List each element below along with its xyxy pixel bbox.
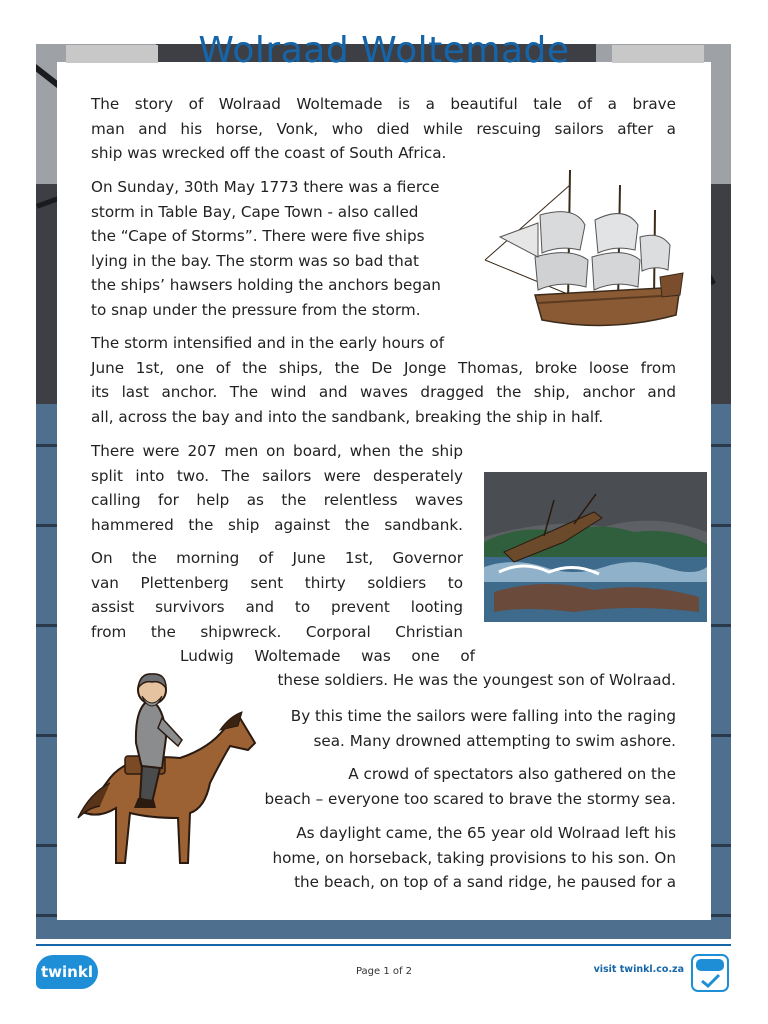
paragraph-storm <box>91 175 491 322</box>
text-line: the beach, on top of a sand ridge, he paused for a <box>294 873 676 891</box>
text-line: storm in Table Bay, Cape Town - also called <box>91 202 419 221</box>
paragraph-governor-cont <box>190 668 676 693</box>
text-line: A crowd of spectators also gathered on the <box>348 765 676 783</box>
text-line: On Sunday, 30th May 1773 there was a fierce <box>91 178 440 196</box>
paragraph-spectators <box>230 762 676 811</box>
text-line: its last anchor. The wind and waves dragged the ship, anchor and <box>91 383 676 401</box>
text-line: Ludwig Woltemade was one of <box>180 647 475 665</box>
text-line: hammered the ship against the sandbank. <box>91 515 463 534</box>
footer-divider <box>36 944 731 946</box>
twinkl-logo[interactable]: twinkl <box>36 955 98 989</box>
text-line: the ships’ hawsers holding the anchors began <box>91 276 441 294</box>
text-line: man and his horse, Vonk, who died while rescuing sailors after a <box>91 119 676 138</box>
shipwreck-illustration <box>484 472 707 622</box>
page-title: Wolraad Woltemade <box>198 30 570 71</box>
paragraph-men-on-board <box>91 439 463 537</box>
text-line: split into two. The sailors were desperately <box>91 466 463 485</box>
paragraph-daylight <box>218 821 676 895</box>
text-line: As daylight came, the 65 year old Wolraad left his <box>296 824 676 842</box>
text-line: The storm intensified and in the early hours of <box>91 334 445 352</box>
paragraph-governor <box>91 546 463 644</box>
text-line: There were 207 men on board, when the ship <box>91 442 463 460</box>
page-number: Page 1 of 2 <box>355 966 413 977</box>
text-line: On the morning of June 1st, Governor <box>91 549 463 567</box>
text-line: sea. Many drowned attempting to swim ashore. <box>313 731 676 750</box>
text-line: calling for help as the relentless waves <box>91 491 463 509</box>
text-line: van Plettenberg sent thirty soldiers to <box>91 573 463 592</box>
paragraph-governor-cont <box>180 644 475 669</box>
text-line: from the shipwreck. Corporal Christian <box>91 622 463 641</box>
text-line: assist survivors and to prevent looting <box>91 598 463 616</box>
text-line: The story of Wolraad Woltemade is a beautiful tale of a brave <box>91 95 676 113</box>
text-line: beach – everyone too scared to brave the stormy sea. <box>264 789 676 808</box>
quality-badge-icon <box>690 953 730 993</box>
text-line: all, across the bay and into the sandbank, breaking the ship in half. <box>91 407 604 426</box>
paragraph-sailors-falling <box>255 704 676 753</box>
text-line: to snap under the pressure from the storm. <box>91 300 421 319</box>
text-line: lying in the bay. The storm was so bad that <box>91 251 419 270</box>
text-line: By this time the sailors were falling into the raging <box>290 707 676 725</box>
website-link[interactable]: visit twinkl.co.za <box>593 964 684 975</box>
paragraph-breakloose <box>91 331 676 429</box>
text-line: home, on horseback, taking provisions to his son. On <box>272 848 676 867</box>
text-line: June 1st, one of the ships, the De Jonge Thomas, broke loose from <box>91 358 676 377</box>
text-line: ship was wrecked off the coast of South Africa. <box>91 144 447 162</box>
sailing-ship-illustration <box>480 165 685 333</box>
text-line: these soldiers. He was the youngest son of Wolraad. <box>277 671 676 689</box>
paragraph-intro <box>91 92 676 166</box>
text-line: the “Cape of Storms”. There were five ships <box>91 227 425 245</box>
